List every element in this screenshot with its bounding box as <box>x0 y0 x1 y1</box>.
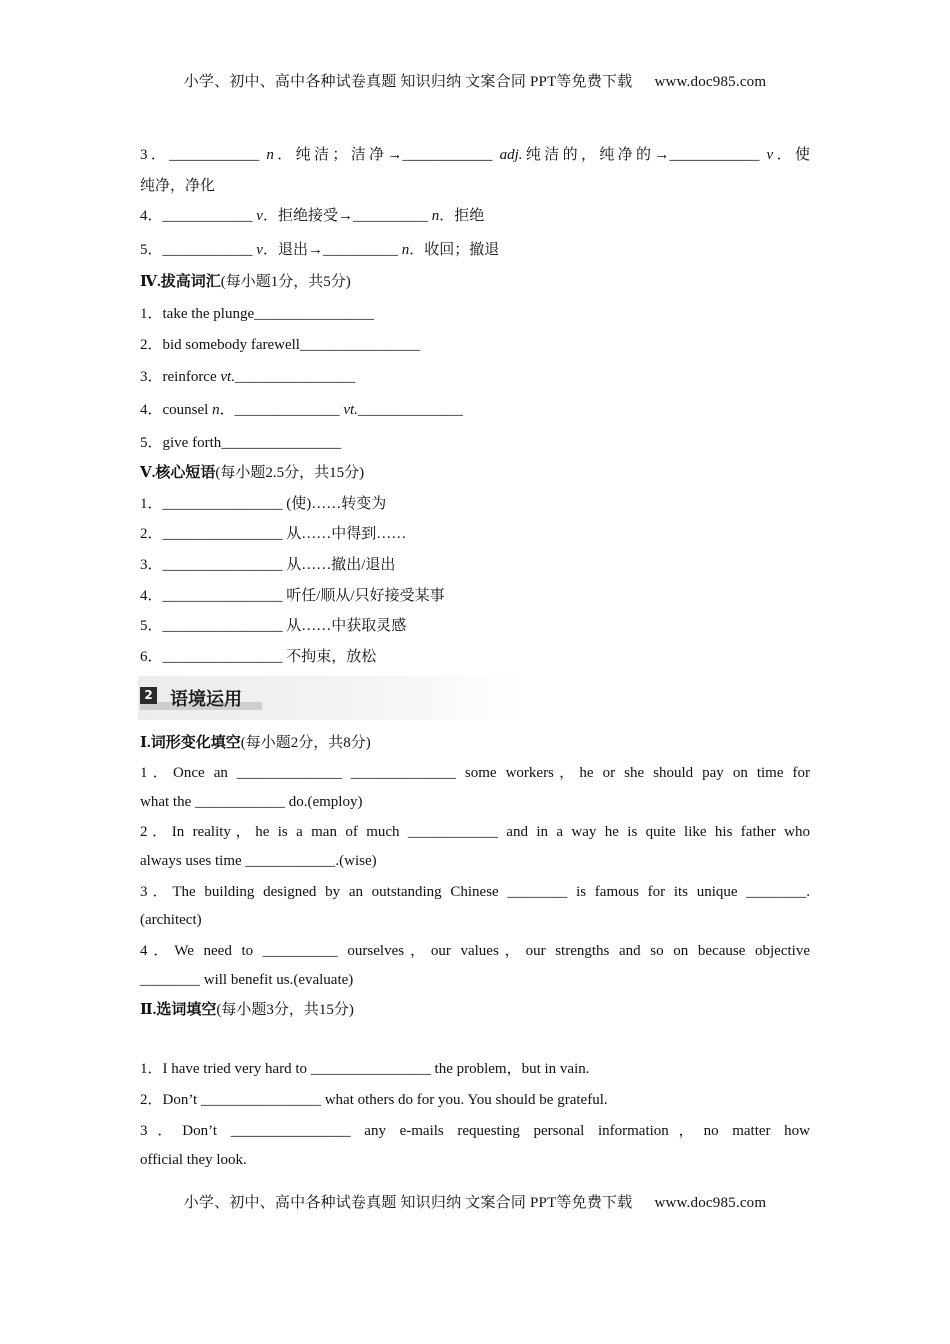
word-form-3-cont: 纯净，净化 <box>140 178 216 194</box>
section-i-line-8: ________ will benefit us.(evaluate) <box>140 972 354 988</box>
banner-title: 语境运用 <box>170 689 242 710</box>
section-iv-item-3: 3．reinforce vt.________________ <box>140 369 355 385</box>
number-badge-icon: 2 <box>140 687 157 704</box>
page-footer <box>0 1191 950 1212</box>
section-banner <box>138 676 522 720</box>
section-ii-line-2: 2．Don’t ________________ what others do for you. You should be grateful. <box>140 1092 608 1108</box>
footer-text: 小学、初中、高中各种试卷真题 知识归纳 文案合同 PPT等免费下载 <box>183 1195 633 1211</box>
section-i-line-6: (architect) <box>140 912 202 928</box>
section-i-line-7: 4．We need to __________ ourselves，our values，our strengths and so on because objective <box>140 943 810 959</box>
section-i-line-1: 1．Once an ______________ ______________ some workers，he or she should pay on time for <box>140 765 810 781</box>
section-v-item-1: 1．________________ (使)……转变为 <box>140 496 387 512</box>
section-ii-line-4: official they look. <box>140 1152 247 1168</box>
section-i-line-5: 3．The building designed by an outstanding Chinese ________ is famous for its unique ________. <box>140 884 810 900</box>
section-v-item-6: 6．________________ 不拘束，放松 <box>140 649 377 665</box>
header-text: 小学、初中、高中各种试卷真题 知识归纳 文案合同 PPT等免费下载 <box>183 74 633 90</box>
header-url: www.doc985.com <box>654 74 767 90</box>
word-form-4: 4．____________ v．拒绝接受→__________ n．拒绝 <box>140 208 485 224</box>
section-i-heading: Ⅰ.词形变化填空(每小题2分，共8分) <box>140 735 371 751</box>
section-ii-line-1: 1．I have tried very hard to ________________ the problem，but in vain. <box>140 1061 590 1077</box>
section-iv-item-5: 5．give forth________________ <box>140 435 342 451</box>
page-header <box>0 70 950 91</box>
word-form-5: 5．____________ v．退出→__________ n．收回；撤退 <box>140 242 500 258</box>
section-iv-item-4: 4．counsel n．______________ vt.______________ <box>140 402 463 418</box>
section-iv-heading: Ⅳ.拔高词汇(每小题1分，共5分) <box>140 274 351 290</box>
footer-url: www.doc985.com <box>654 1195 767 1211</box>
section-v-item-3: 3．________________ 从……撤出/退出 <box>140 557 396 573</box>
section-i-line-3: 2．In reality，he is a man of much ____________ and in a way he is quite like his father who <box>140 824 810 840</box>
section-i-line-4: always uses time ____________.(wise) <box>140 853 377 869</box>
section-i-line-2: what the ____________ do.(employ) <box>140 794 363 810</box>
section-ii-line-3: 3．Don’t ________________ any e-mails requesting personal information，no matter how <box>140 1123 810 1139</box>
word-form-3: 3．____________ n．纯洁；洁净→____________ adj.纯洁的，纯净的→____________ v．使 <box>140 147 810 163</box>
section-iv-item-1: 1．take the plunge________________ <box>140 306 375 322</box>
section-iv-item-2: 2．bid somebody farewell________________ <box>140 337 420 353</box>
section-v-item-4: 4．________________ 听任/顺从/只好接受某事 <box>140 588 445 604</box>
section-v-heading: Ⅴ.核心短语(每小题2.5分，共15分) <box>140 465 365 481</box>
section-v-item-2: 2．________________ 从……中得到…… <box>140 526 407 542</box>
section-ii-heading: Ⅱ.选词填空(每小题3分，共15分) <box>140 1002 354 1018</box>
section-v-item-5: 5．________________ 从……中获取灵感 <box>140 618 407 634</box>
